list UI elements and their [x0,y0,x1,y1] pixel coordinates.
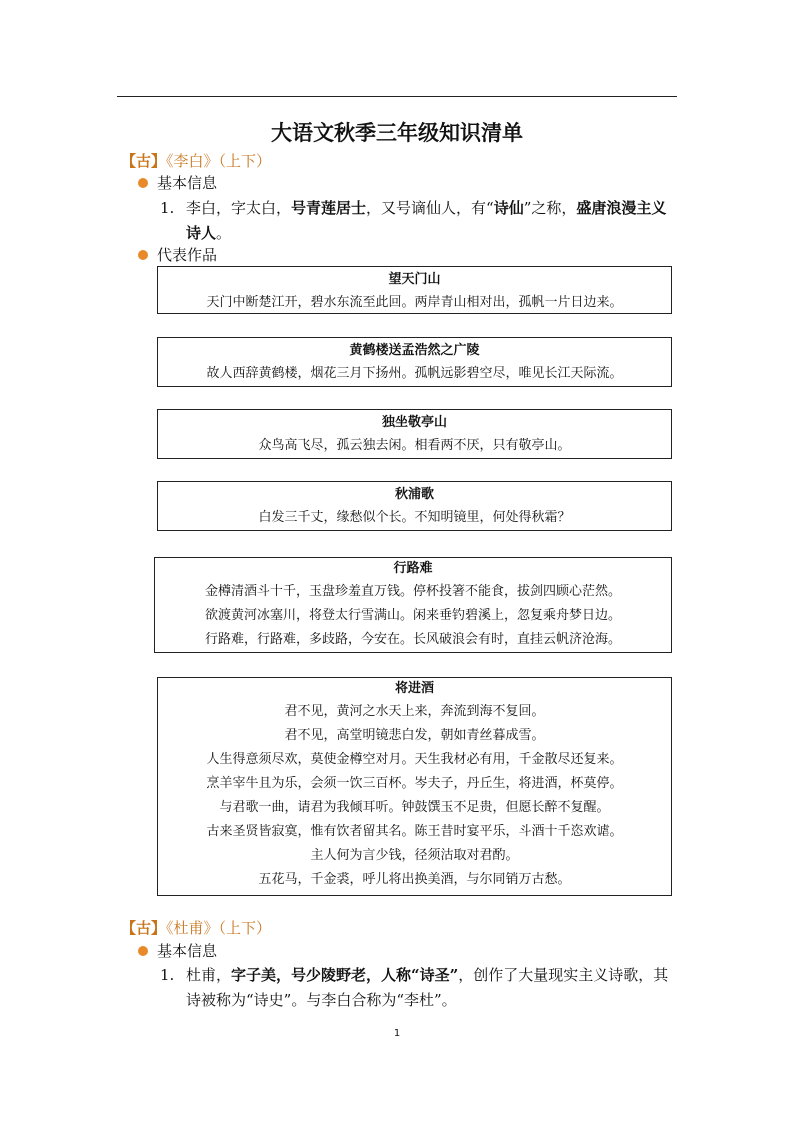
bullet-label: 基本信息 [157,942,218,960]
poem-box-2 [157,337,672,387]
bullet-dot-icon [138,250,148,260]
bullet-label: 代表作品 [157,246,218,264]
poem-line: 行路难，行路难，多歧路，今安在。长风破浪会有时，直挂云帆济沧海。 [204,632,621,647]
section-work: 《杜甫》（上下） [166,919,272,937]
poem-title: 独坐敬亭山 [381,415,447,430]
bullet-label: 基本信息 [157,174,218,192]
text-run: 杜甫， [186,966,232,984]
section-work: 《李白》（上下） [166,152,272,170]
poem-box-3 [157,409,672,459]
poem-title: 望天门山 [388,272,441,287]
list-number: 1. [160,966,175,984]
bullet-dot-icon [138,178,148,188]
poem-line: 人生得意须尽欢，莫使金樽空对月。天生我材必有用，千金散尽还复来。 [206,752,623,767]
header-rule [117,96,677,97]
poem-line: 金樽清酒斗十千，玉盘珍羞直万钱。停杯投箸不能食，拔剑四顾心茫然。 [204,584,621,599]
poem-line: 烹羊宰牛且为乐，会须一饮三百杯。岑夫子，丹丘生，将进酒，杯莫停。 [206,776,623,791]
text-run: 。 [216,224,232,242]
bullet-dot-icon [138,946,148,956]
poem-box-5 [154,557,672,653]
poem-line: 天门中断楚江开，碧水东流至此回。两岸青山相对出，孤帆一片日边来。 [206,295,623,310]
text-run-bold: 号青莲居士 [291,199,367,217]
bullet-representative-works [138,244,217,266]
section-tag: 【古】 [121,919,167,937]
text-run-bold: 盛唐浪漫主义诗人 [186,199,667,242]
list-item-libai-intro [160,196,680,246]
poem-line: 欲渡黄河冰塞川，将登太行雪满山。闲来垂钓碧溪上，忽复乘舟梦日边。 [204,608,621,623]
poem-line: 众鸟高飞尽，孤云独去闲。相看两不厌，只有敬亭山。 [258,438,571,453]
section-heading-libai [121,150,271,172]
poem-line: 君不见，黄河之水天上来，奔流到海不复回。 [284,704,545,719]
poem-line: 与君歌一曲，请君为我倾耳听。钟鼓馔玉不足贵，但愿长醉不复醒。 [219,800,610,815]
poem-title: 黄鹤楼送孟浩然之广陵 [349,343,480,358]
poem-line: 主人何为言少钱，径须沽取对君酌。 [310,848,519,863]
list-text [160,963,680,1013]
poem-box-4 [157,481,672,531]
text-run-bold: 字子美，号少陵野老，人称“诗圣” [231,966,459,984]
text-run: 李白，字太白， [186,199,292,217]
section-heading-dufu [121,917,271,939]
bullet-basic-info [138,940,217,962]
bullet-basic-info [138,172,217,194]
text-run: ”之称， [523,199,577,217]
poem-title: 将进酒 [394,681,434,696]
text-run: ，创作了大量现实主义诗歌，其诗被称为“诗史”。与李白合称为“李杜”。 [186,966,669,1009]
poem-title: 秋浦歌 [394,487,434,502]
text-run-bold: 诗仙 [493,199,524,217]
poem-line: 白发三千丈，缘愁似个长。不知明镜里，何处得秋霜？ [258,510,571,525]
poem-line: 古来圣贤皆寂寞，惟有饮者留其名。陈王昔时宴平乐，斗酒十千恣欢谑。 [206,824,623,839]
page-title: 大语文秋季三年级知识清单 [271,121,523,145]
list-number: 1. [160,199,175,217]
poem-title: 行路难 [393,561,433,576]
list-text [160,196,680,246]
poem-line: 君不见，高堂明镜悲白发，朝如青丝暮成雪。 [284,728,545,743]
poem-line: 故人西辞黄鹤楼，烟花三月下扬州。孤帆远影碧空尽，唯见长江天际流。 [206,366,623,381]
text-run: ，又号谪仙人，有“ [366,199,494,217]
poem-box-1 [157,266,672,314]
section-tag: 【古】 [121,152,167,170]
poem-box-6 [157,677,672,896]
page-number: 1 [393,1028,401,1039]
poem-line: 五花马，千金裘，呼儿将出换美酒，与尔同销万古愁。 [258,872,571,887]
list-item-dufu-intro [160,963,680,1013]
